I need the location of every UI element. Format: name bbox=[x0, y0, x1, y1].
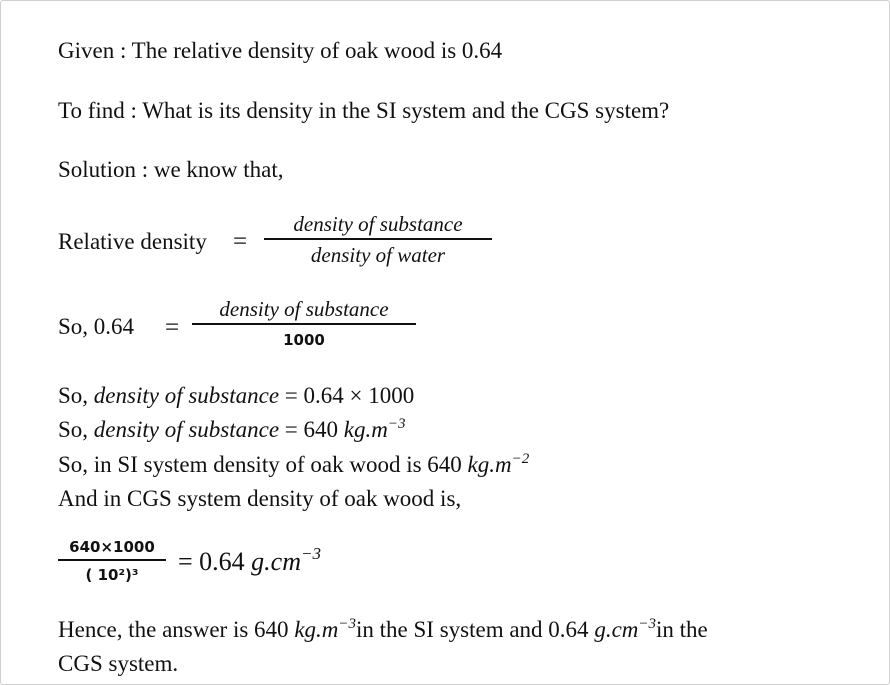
step3-rest: = 640 bbox=[279, 417, 344, 442]
step3-var: density of substance bbox=[93, 417, 280, 442]
answer-line-1 bbox=[58, 618, 708, 641]
answer-unit-1: kg.m bbox=[294, 617, 339, 642]
step6-numerator: 640×1000 bbox=[69, 538, 155, 556]
step1-equals: = bbox=[165, 314, 180, 341]
answer-line-2: CGS system. bbox=[58, 651, 179, 676]
formula-lhs bbox=[58, 230, 207, 253]
step2-rest: = 0.64 × 1000 bbox=[279, 383, 415, 408]
formula-lhs-text: Relative density bbox=[58, 229, 207, 254]
step6-result bbox=[178, 544, 321, 576]
step2-prefix: So, bbox=[58, 383, 94, 408]
given-line: Given : The relative density of oak wood is 0.64 bbox=[58, 38, 503, 63]
step1-fraction bbox=[192, 295, 416, 355]
step4-exponent: −2 bbox=[511, 451, 530, 467]
step6-eq: = 0.64 bbox=[178, 547, 252, 576]
answer-unit-2: g.cm bbox=[594, 617, 639, 642]
step6-exponent: −3 bbox=[301, 544, 321, 563]
step4-line bbox=[58, 453, 529, 476]
step2-var: density of substance bbox=[93, 383, 280, 408]
step6-fraction bbox=[58, 535, 166, 589]
step5-line: And in CGS system density of oak wood is, bbox=[58, 486, 462, 511]
step3-prefix: So, bbox=[58, 417, 94, 442]
formula-equals: = bbox=[233, 228, 248, 255]
step3-unit: kg.m bbox=[343, 417, 388, 442]
formula-denominator: density of water bbox=[310, 243, 446, 267]
step3-exponent: −3 bbox=[387, 416, 406, 432]
solution-line: Solution : we know that, bbox=[58, 157, 284, 182]
step1-denominator: 1000 bbox=[283, 331, 325, 349]
step2-line bbox=[58, 384, 414, 407]
step6-unit: g.cm bbox=[251, 547, 301, 576]
answer-text-b: in the SI system and 0.64 bbox=[356, 617, 595, 642]
step3-line bbox=[58, 418, 405, 441]
answer-text-a: Hence, the answer is 640 bbox=[58, 617, 295, 642]
formula-numerator: density of substance bbox=[293, 212, 463, 236]
to-find-line: To find : What is its density in the SI system and the CGS system? bbox=[58, 98, 670, 123]
step4-unit: kg.m bbox=[467, 452, 512, 477]
answer-text-c: in the bbox=[656, 617, 708, 642]
step1-lhs: So, 0.64 bbox=[58, 314, 135, 339]
answer-exponent-1: −3 bbox=[338, 616, 357, 632]
answer-exponent-2: −3 bbox=[638, 616, 657, 632]
step4-text: So, in SI system density of oak wood is 640 bbox=[58, 452, 468, 477]
formula-fraction bbox=[264, 210, 492, 270]
step6-denominator: ( 10²)³ bbox=[85, 566, 139, 584]
step1-numerator: density of substance bbox=[219, 297, 389, 321]
